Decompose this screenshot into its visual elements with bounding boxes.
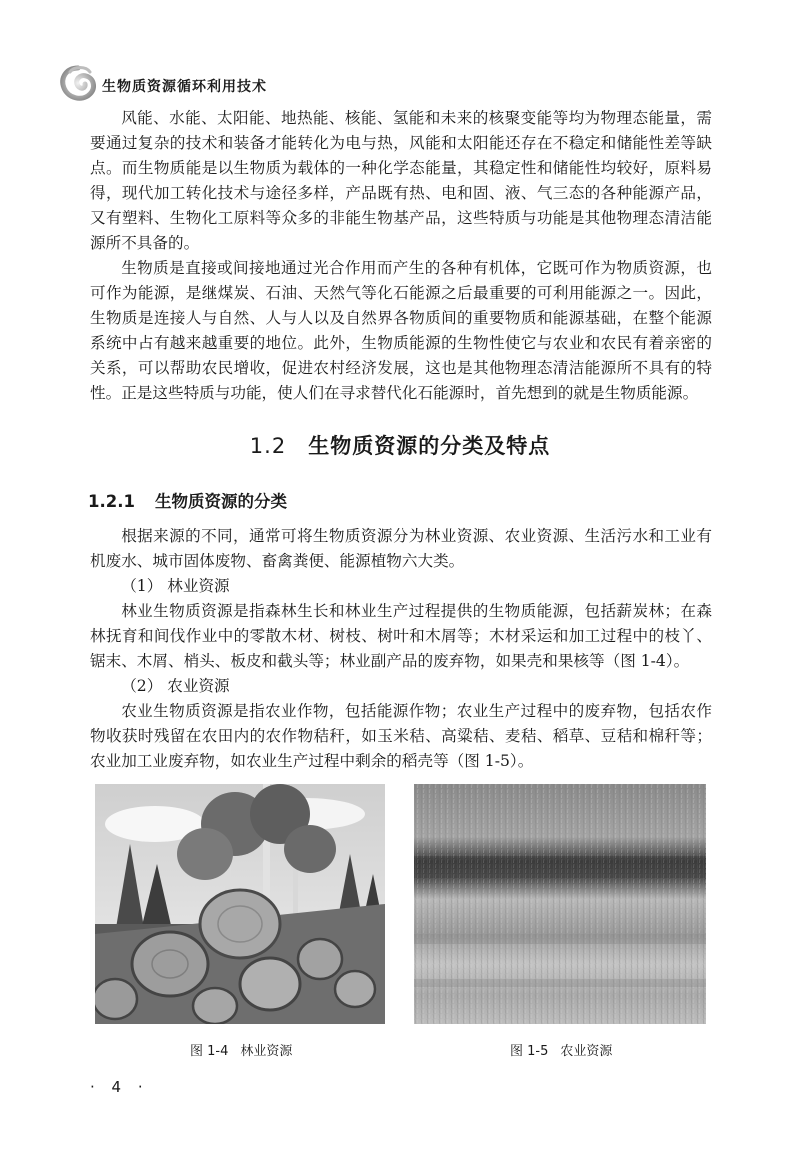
list-item-label: （1） 林业资源: [121, 577, 230, 595]
figure-caption: [510, 1040, 612, 1059]
figure-number: 图 1-4: [190, 1044, 229, 1059]
header-title: 生物质资源循环利用技术: [102, 79, 267, 95]
figure-number: 图 1-5: [510, 1044, 549, 1059]
figure-caption: [190, 1040, 292, 1059]
forestry-logs-image: [95, 784, 385, 1024]
running-header: [58, 62, 758, 106]
paragraph: 生物质是直接或间接地通过光合作用而产生的各种有机体，它既可作为物质资源，也可作为能源，是继煤炭、石油、天然气等化石能源之后最重要的可利用能源之一。因此，生物质是连接人与自然、人与人以及自然界各物质间的重要物质和能源基础，在整个能源系统中占有越来越重要的地位。此外，生物质能源的生物性使它与农业和农民有着亲密的关系，可以帮助农民增收，促进农村经济发展，这也是其他物理态清洁能源所不具有的特性。正是这些特质与功能，使人们在寻求替代化石能源时，首先想到的就是生物质能源。: [90, 259, 712, 402]
paragraph: 风能、水能、太阳能、地热能、核能、氢能和未来的核聚变能等均为物理态能量，需要通过复杂的技术和装备才能转化为电与热，风能和太阳能还存在不稳定和储能性差等缺点。而生物质能是以生物质为载体的一种化学态能量，其稳定性和储能性均较好，原料易得，现代加工转化技术与途径多样，产品既有热、电和固、液、气三态的各种能源产品，又有塑料、生物化工原料等众多的非能生物基产品，这些特质与功能是其他物理态清洁能源所不具备的。: [90, 109, 712, 252]
section-number: 1.2: [249, 434, 287, 458]
paragraph: 林业生物质资源是指森林生长和林业生产过程提供的生物质能源，包括薪炭林；在森林抚育和间伐作业中的零散木材、树枝、树叶和木屑等；木材采运和加工过程中的枝丫、锯末、木屑、梢头、板皮和截头等；林业副产品的废弃物，如果壳和果核等（图 1-4）。: [90, 602, 712, 670]
section-heading: [0, 430, 800, 460]
subsection-number: 1.2.1: [88, 492, 135, 511]
body-block-top: [90, 106, 712, 406]
figure-caption-text: 农业资源: [560, 1044, 613, 1059]
list-item-label: （2） 农业资源: [121, 677, 230, 695]
agriculture-field-image: [414, 784, 706, 1024]
section-title: 生物质资源的分类及特点: [308, 434, 551, 458]
swirl-logo-icon: [58, 64, 100, 104]
paragraph: 根据来源的不同，通常可将生物质资源分为林业资源、农业资源、生活污水和工业有机废水、城市固体废物、畜禽粪便、能源植物六大类。: [90, 527, 712, 570]
figure-forestry-photo: [95, 784, 385, 1024]
figure-agriculture-photo: [414, 784, 706, 1024]
body-block-classification: [90, 524, 712, 774]
subsection-heading: [88, 488, 287, 512]
paragraph: 农业生物质资源是指农业作物，包括能源作物；农业生产过程中的废弃物，包括农作物收获时残留在农田内的农作物秸秆，如玉米秸、高粱秸、麦秸、稻草、豆秸和棉秆等；农业加工业废弃物，如农业生产过程中剩余的稻壳等（图 1-5）。: [90, 702, 712, 770]
page-number: · 4 ·: [90, 1078, 149, 1096]
subsection-title: 生物质资源的分类: [154, 492, 287, 511]
figure-caption-text: 林业资源: [240, 1044, 293, 1059]
